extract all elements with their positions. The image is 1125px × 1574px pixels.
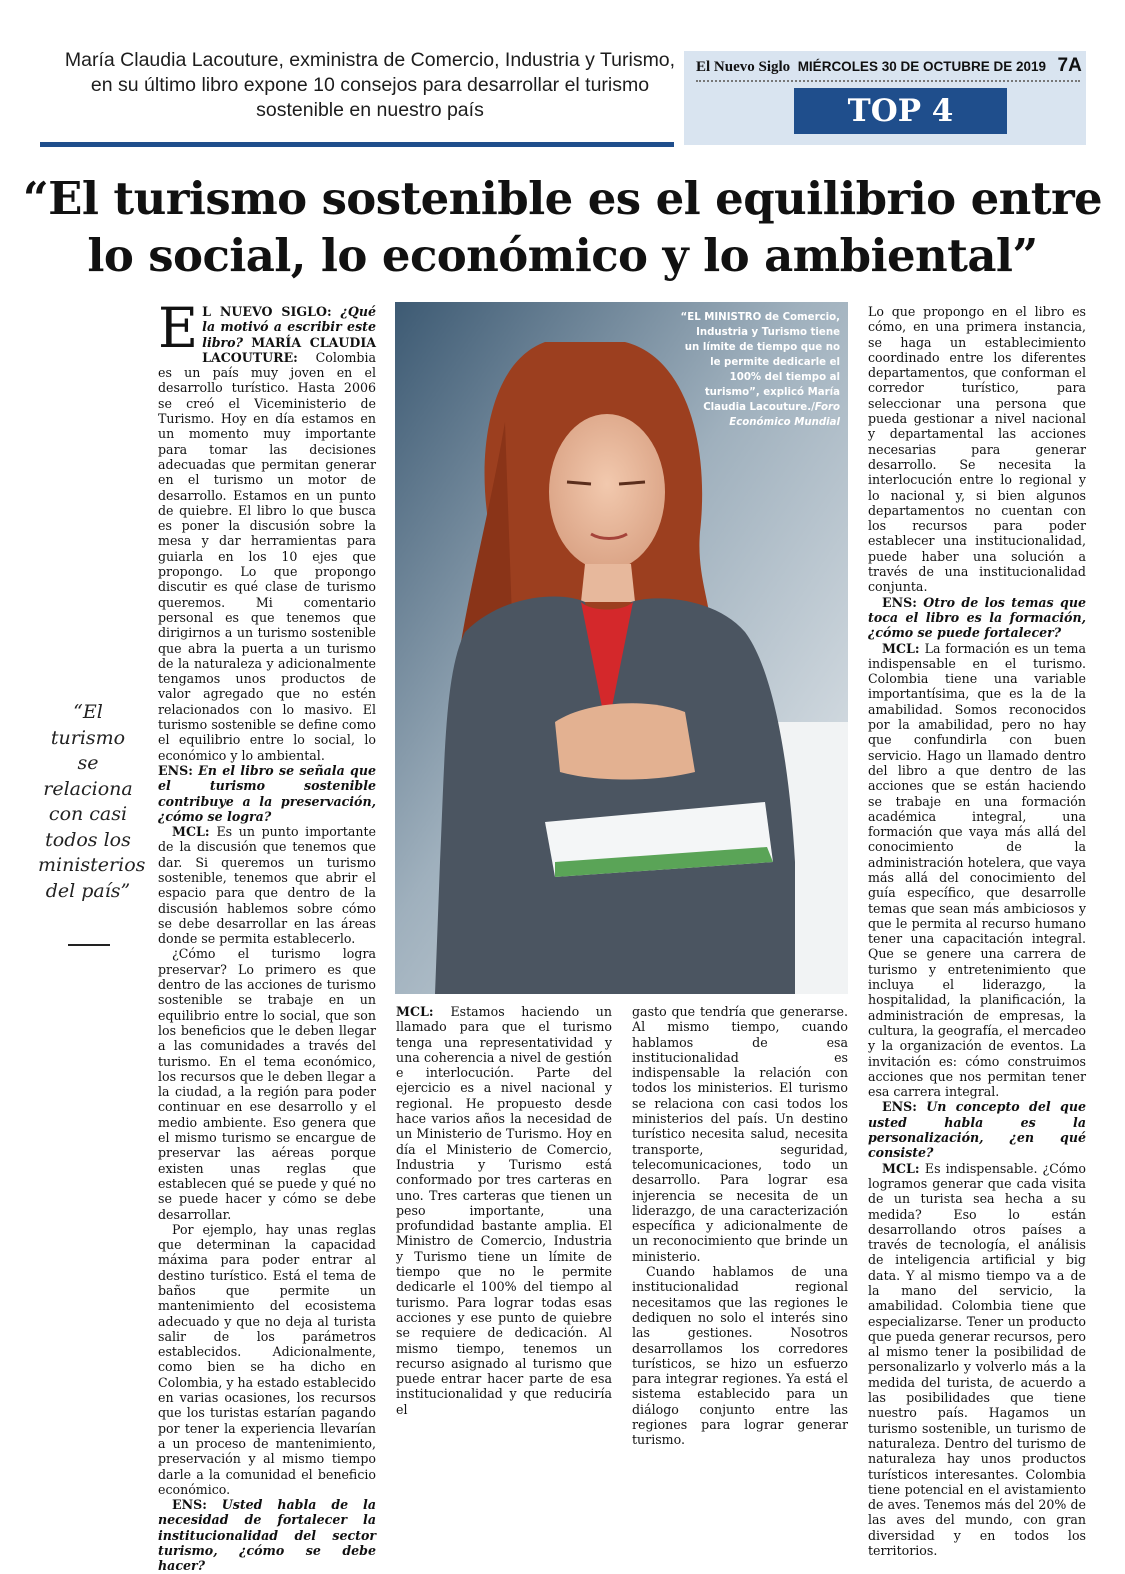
- answer-4-lead: MCL:: [882, 640, 925, 656]
- question-3: Usted habla de la necesidad de fortalecer la institucionalidad del sector turismo, ¿cómo se debe hacer?: [158, 1497, 376, 1574]
- drop-cap: E: [158, 296, 199, 360]
- question-5-lead: ENS:: [882, 1099, 927, 1115]
- answer-4: La formación es un tema indispensable en el turismo. Colombia tiene una variable importantísima, que es la de la amabilidad. Somos reconocidos por la amabilidad, pero no hay que confundirla con buen servicio. Hago un llamado dentro del libro a que dentro de las acciones que se están haciendo se trabaje en una formación académica integral, una formación que vaya más allá del conocimiento de la administración hotelera, que vaya más allá del conocimiento del guía específico, que desarrolle temas que sean más ambiciosos y que le permita al recurso humano tener una capacitación integral. Que se genere una carrera de turismo y entretenimiento que incluya el liderazgo, la hospitalidad, la planificación, la administración de empresas, la cultura, la geografía, el mercadeo y la organización de eventos. La invitación es: cómo construimos acciones que nos permitan tener esa carrera integral.: [868, 640, 1086, 1100]
- answer-3c: Lo que propongo en el libro es cómo, en una primera instancia, se haga un establecimiento coordinado entre los diferentes departamentos, que conforman el corredor turístico, para seleccionar una persona que pueda gestionar a nivel nacional y departamental las acciones necesarias para generar desarrollo. Se necesita la interlocución entre lo regional y lo nacional y, si bien algunos departamentos no cuentan con los recursos para poder establecer una institucionalidad, puede haber una solución a través de una institucionalidad conjunta.: [868, 304, 1086, 595]
- answer-2c: Por ejemplo, hay unas reglas que determinan la capacidad máxima para poder entrar al destino turístico. Está el tema de baños que permite un mantenimiento del ecosistema adecuado y que no deja al turista salir de los parámetros establecidos. Adicionalmente, como bien se ha dicho en Colombia, y ha estado establecido en varias ocasiones, los recursos que los turistas estarían pagando por tener la experiencia llevarían a un proceso de mantenimiento, preservación y al mismo tiempo darle a la comunidad el beneficio económico.: [158, 1221, 376, 1497]
- intro-lead: L NUEVO SIGLO:: [202, 304, 341, 319]
- caption-main: “EL MINISTRO de Comercio, Industria y Turismo tiene un límite de tiempo que no le permite dedicarle el 100% del tiempo al turismo”, explicó María Claudia Lacouture./: [680, 312, 840, 413]
- column-2: [396, 1004, 612, 1417]
- headline: “El turismo sostenible es el equilibrio entre lo social, lo económico y lo ambiental”: [22, 172, 1103, 282]
- column-3: [632, 1004, 848, 1448]
- pull-quote-rule: [68, 944, 110, 946]
- answer-3b: Cuando hablamos de una institucionalidad regional necesitamos que las regiones le dediquen no solo el interés sino las gestiones. Nosotros desarrollamos los corredores turísticos, se hizo un esfuerzo para integrar regiones. Ya está el sistema establecido para un diálogo conjunto entre las regiones para lograr generar turismo.: [632, 1264, 848, 1448]
- answer-3: Estamos haciendo un llamado para que el turismo tenga una representatividad y una coherencia a nivel de gestión e interlocución. Parte del ejercicio es a nivel nacional y regional. He propuesto desde hace varios años la necesidad de un Ministerio de Turismo. Hoy en día el Ministerio de Comercio, Industria y Turismo está conformado por tres carteras en uno. Tres carteras que tienen un peso importante, una profundidad bastante amplia. El Ministro de Comercio, Industria y Turismo tiene un límite de tiempo que no le permite dedicarle el 100% del tiempo al turismo. Para lograr todas esas acciones y ese punto de quiebre se requiere de dedicación. Al mismo tiempo, tenemos un recurso asignado al turismo que puede entrar hacer parte de esa institucionalidad y que reduciría el: [396, 1004, 612, 1417]
- answer-1: Colombia es un país muy joven en el desarrollo turístico. Hasta 2006 se creó el Viceministerio de Turismo. Hoy en día estamos en un momento muy importante para tomar las decisiones adecuadas que permitan generar en el turismo un motor de desarrollo. Estamos en un punto de quiebre. El libro lo que busca es poner la discusión sobre la mesa y dar herramientas para guiarla en los 10 ejes que propongo. Lo que propongo discutir es qué clase de turismo queremos. Mi comentario personal es que tenemos que dirigirnos a un turismo sostenible que abra la puerta a un turismo de la naturaleza y adicionalmente tengamos unos productos de valor agregado que no estén relacionados con lo masivo. El turismo sostenible se define como el equilibrio entre lo social, lo económico y lo ambiental.: [158, 349, 376, 763]
- question-5: Un concepto del que usted habla es la personalización, ¿en qué consiste?: [868, 1099, 1086, 1161]
- answer-1-lead: MARÍA CLAUDIA LACOUTURE:: [202, 334, 376, 365]
- question-2: En el libro se señala que el turismo sostenible contribuye a la preservación, ¿cómo se logra?: [158, 762, 376, 824]
- answer-2: Es un punto importante de la discusión que tenemos que dar. Si queremos un turismo sostenible, tenemos que abrir el espacio para que dentro de la discusión hablemos sobre cómo se debe desarrollar en las áreas donde se permita establecerlo.: [158, 824, 376, 947]
- article-deck: María Claudia Lacouture, exministra de Comercio, Industria y Turismo, en su último libro expone 10 consejos para desarrollar el turismo sostenible en nuestro país: [64, 49, 676, 121]
- column-4: [868, 304, 1086, 1558]
- answer-5: Es indispensable. ¿Cómo logramos generar que cada visita de un turista sea hecha a su medida? Eso lo están desarrollando otros países a través de tecnología, el análisis de inteligencia artificial y big data. Y al mismo tiempo va a de la mano del servicio, la amabilidad. Colombia tiene que especializarse. Tener un producto que pueda generar recursos, pero al mismo tener la posibilidad de personalizarlo y volverlo más a la medida del turista, de acuerdo a las posibilidades que tiene nuestro país. Hagamos un turismo sostenible, un turismo de naturaleza. Dentro del turismo de naturaleza hay unos productos turísticos interesantes. Colombia tiene potencial en el avistamiento de aves. Tenemos más del 20% de las aves del mundo, con gran diversidad y en todos los territorios.: [868, 1160, 1086, 1559]
- column-1: [158, 296, 376, 1574]
- question-3-lead: ENS:: [172, 1497, 222, 1513]
- portrait-photo: [395, 302, 848, 994]
- deck-rule: [40, 142, 674, 147]
- paper-name: El Nuevo Siglo: [696, 59, 791, 75]
- section-tag: TOP 4: [794, 88, 1007, 134]
- answer-2b: ¿Cómo el turismo logra preservar? Lo primero es que dentro de las acciones de turismo sostenible se trabaje en un equilibrio entre lo social, que son los beneficios que le deben llegar a las comunidades a través del turismo. En el tema económico, los recursos que le deben llegar a la ciudad, a la región para poder continuar en ese desarrollo y el medio ambiente. Eso genera que el mismo turismo se encargue de preservar las aéreas porque existen unas reglas que establecen qué se puede y qué no se puede hacer y cómo se debe desarrollar.: [158, 946, 376, 1222]
- answer-3-continued: gasto que tendría que generarse. Al mismo tiempo, cuando hablamos de esa institucionalidad es indispensable la relación con todos los ministerios. El turismo se relaciona con casi todos los ministerios del país. Un destino turístico necesita salud, necesita transporte, seguridad, telecomunicaciones, todo un desarrollo. Para lograr esa injerencia se necesita de un liderazgo, de una caracterización específica y adicionalmente de un reconocimiento que brinde un ministerio.: [632, 1004, 848, 1264]
- masthead-line: [696, 55, 1080, 77]
- question-4-lead: ENS:: [882, 594, 924, 610]
- masthead-divider: [696, 80, 1080, 82]
- question-2-lead: ENS:: [158, 762, 199, 778]
- question-4: Otro de los temas que toca el libro es la formación, ¿cómo se puede fortalecer?: [868, 594, 1086, 641]
- caption-credit: Foro Económico Mundial: [729, 402, 840, 428]
- answer-2-lead: MCL:: [172, 824, 217, 840]
- page-number: 7A: [1057, 55, 1082, 76]
- question-1: ¿Qué la motivó a escribir este libro?: [202, 304, 376, 350]
- pull-quote: “El turismo se relaciona con casi todos los ministerios del país”: [38, 701, 146, 902]
- photo-caption: [680, 310, 840, 430]
- answer-5-lead: MCL:: [882, 1160, 925, 1176]
- issue-date: MIÉRCOLES 30 DE OCTUBRE DE 2019: [797, 59, 1047, 74]
- answer-3-lead: MCL:: [396, 1004, 451, 1019]
